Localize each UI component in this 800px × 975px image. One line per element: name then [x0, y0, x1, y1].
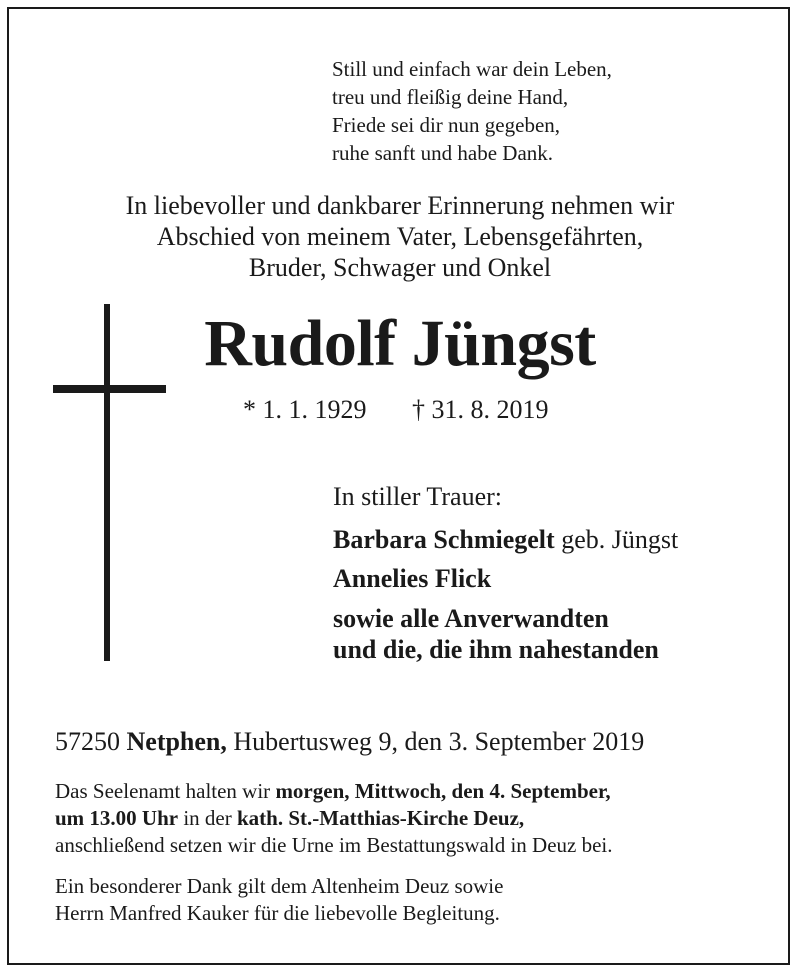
address-line [55, 726, 644, 758]
service-date: morgen, Mittwoch, den 4. September, [275, 779, 611, 803]
mourner-2 [333, 563, 678, 594]
intro-line: Abschied von meinem Vater, Lebensgefährten, [156, 222, 644, 251]
poem-line: Still und einfach war dein Leben, [332, 57, 612, 81]
death-date: † 31. 8. 2019 [412, 395, 549, 424]
service-line-3: anschließend setzen wir die Urne im Bestattungswald in Deuz bei. [55, 833, 613, 857]
address-city: Netphen, [126, 727, 227, 756]
deceased-name: Rudolf Jüngst [204, 307, 596, 380]
intro-line: Bruder, Schwager und Onkel [248, 253, 552, 282]
thanks-line: Ein besonderer Dank gilt dem Altenheim Deuz sowie [55, 874, 504, 898]
poem-line: ruhe sanft und habe Dank. [332, 141, 554, 165]
service-line-1-text: Das Seelenamt halten wir [55, 779, 276, 803]
service-church: kath. St.-Matthias-Kirche Deuz, [237, 806, 525, 830]
address-postcode: 57250 [55, 727, 127, 756]
birth-date: * 1. 1. 1929 [243, 395, 367, 424]
poem-line: Friede sei dir nun gegeben, [332, 113, 561, 137]
intro-line: In liebevoller und dankbarer Erinnerung nehmen wir [125, 191, 675, 220]
service-time: um 13.00 Uhr [55, 806, 179, 830]
mourners-others-1-text: sowie alle Anverwandten [333, 604, 609, 633]
service-line-1 [55, 778, 613, 805]
service-line-2-text: in der [178, 806, 237, 830]
mourner-1 [333, 524, 678, 555]
mourner-2-name: Annelies Flick [333, 564, 492, 593]
mourners-others-2 [333, 634, 678, 665]
mourners [333, 481, 678, 665]
cross-icon-horizontal [53, 385, 166, 393]
address-rest: Hubertusweg 9, den 3. September 2019 [226, 727, 645, 756]
thanks-line: Herrn Manfred Kauker für die liebevolle Begleitung. [55, 901, 500, 925]
thanks-text [55, 873, 503, 927]
service-info [55, 778, 613, 859]
intro-text [0, 190, 800, 283]
mourner-1-name: Barbara Schmiegelt [333, 525, 555, 554]
poem-line: treu und fleißig deine Hand, [332, 85, 569, 109]
poem [332, 55, 612, 167]
mourner-1-suffix: geb. Jüngst [554, 525, 679, 554]
mourners-others-1 [333, 603, 678, 634]
mourners-others-2-text: und die, die ihm nahestanden [333, 635, 659, 664]
mourners-label: In stiller Trauer: [333, 482, 502, 511]
service-line-2 [55, 805, 613, 832]
